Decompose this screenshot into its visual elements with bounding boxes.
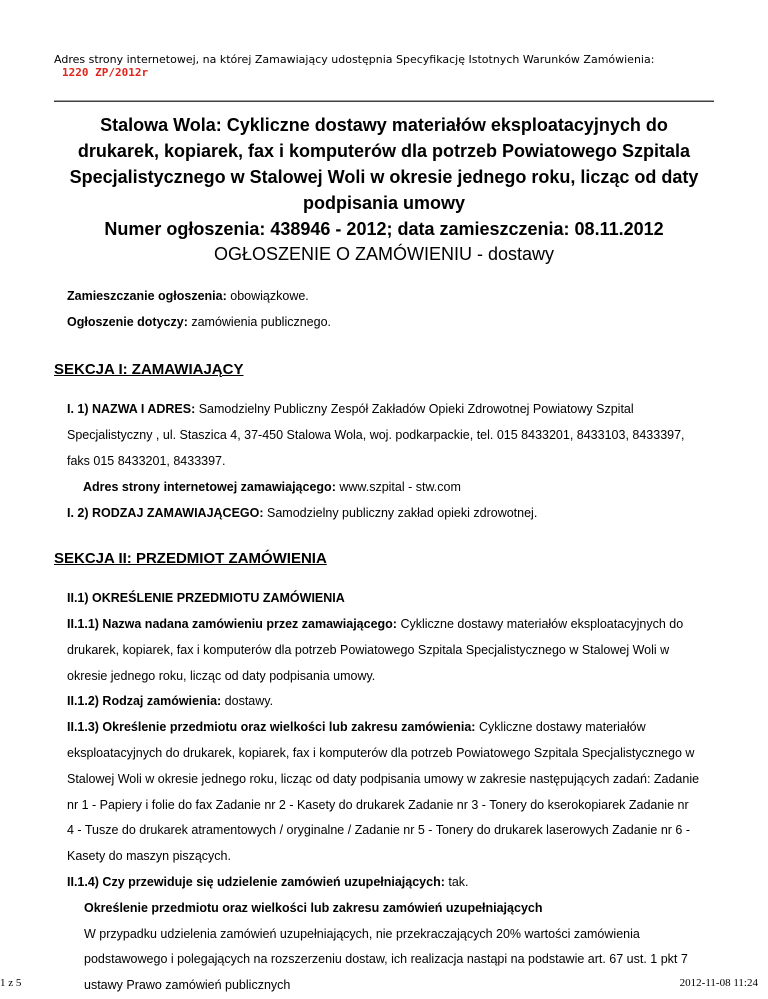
print-timestamp: 2012-11-08 11:24 (679, 977, 758, 989)
field-value: Samodzielny Publiczny Zespół Zakładów Opieki Zdrowotnej Powiatowy Szpital (195, 402, 634, 417)
scope-row (67, 715, 717, 741)
title-line: drukarek, kopiarek, fax i komputerów dla potrzeb Powiatowego Szpitala (77, 141, 691, 161)
text-line: drukarek, kopiarek, fax i komputerów dla potrzeb Powiatowego Szpitala Specjalistycznego w Stalowej Woli w (67, 642, 670, 657)
reference-number: 1220 ZP/2012r (62, 66, 149, 79)
field-value: Cykliczne dostawy materiałów (475, 720, 646, 735)
field-label: II.1.4) Czy przewiduje się udzielenie zamówień uzupełniających: (67, 874, 445, 889)
field-label: I. 2) RODZAJ ZAMAWIAJĄCEGO: (67, 505, 264, 520)
order-kind-row (67, 689, 717, 715)
notice-content (54, 284, 717, 999)
website-value: www.szpital - stw.com (335, 479, 461, 494)
title-line: podpisania umowy (302, 193, 466, 213)
announcement-title (54, 112, 714, 216)
text-line: Stalowej Woli w okresie jednego roku, licząc od daty podpisania umowy w zakresie następujących zadań: Zadanie (67, 771, 700, 786)
text-line: 4 - Tusze do drukarek atramentowych / oryginalne / Zadanie nr 5 - Tonery do drukarek laserowych Zadanie nr 6 - (67, 823, 690, 838)
field-value: dostawy. (221, 694, 274, 709)
notice-type: OGŁOSZENIE O ZAMÓWIENIU - dostawy (213, 244, 555, 264)
concerns-row (67, 310, 717, 336)
notice-number: Numer ogłoszenia: 438946 - 2012; data zamieszczenia: 08.11.2012 (104, 219, 664, 239)
field-label: Adres strony internetowej zamawiającego: (83, 479, 336, 494)
address-line: Specjalistyczny , ul. Staszica 4, 37-450 Stalowa Wola, woj. podkarpackie, tel. 015 8433201, 8433103, 8433397, (67, 428, 685, 443)
text-line: podstawowego i polegających na rozszerzeniu dostaw, ich realizacja nastąpi na podstawie art. 67 ust. 1 pkt 7 (84, 952, 688, 967)
text-line: Kasety do maszyn piszących. (67, 849, 231, 864)
horizontal-rule (54, 100, 714, 102)
placement-row (67, 284, 717, 310)
title-line: Specjalistycznego w Stalowej Woli w okresie jednego roku, licząc od daty (69, 167, 699, 187)
field-label: II.1.1) Nazwa nadana zamówieniu przez zamawiającego: (67, 616, 397, 631)
field-value: tak. (444, 874, 469, 889)
address-line: faks 015 8433201, 8433397. (67, 453, 226, 468)
field-value: Samodzielny publiczny zakład opieki zdrowotnej. (263, 505, 538, 520)
field-value: zamówienia publicznego. (187, 314, 331, 329)
field-label: Zamieszczanie ogłoszenia: (67, 289, 227, 303)
section-1-heading: SEKCJA I: ZAMAWIAJĄCY (54, 360, 244, 378)
text-line: eksploatacyjnych do drukarek, kopiarek, fax i komputerów dla potrzeb Powiatowego Szpitala Specjalistycznego w (67, 745, 695, 760)
order-name-row (67, 612, 717, 638)
supplementary-row (67, 870, 717, 896)
text-line: ustawy Prawo zamówień publicznych (84, 978, 291, 993)
contracting-authority-name (67, 397, 717, 423)
field-label: I. 1) NAZWA I ADRES: (67, 402, 196, 417)
field-value: obowiązkowe. (226, 289, 309, 303)
text-line: W przypadku udzielenia zamówień uzupełniających, nie przekraczających 20% wartości zamówienia (84, 926, 640, 941)
title-line: Stalowa Wola: Cykliczne dostawy materiałów eksploatacyjnych do (100, 115, 668, 135)
page-number: 1 z 5 (0, 977, 22, 989)
field-label: II.1.2) Rodzaj zamówienia: (67, 694, 222, 709)
section-2-heading: SEKCJA II: PRZEDMIOT ZAMÓWIENIA (54, 550, 327, 568)
supplementary-heading: Określenie przedmiotu oraz wielkości lub zakresu zamówień uzupełniających (84, 900, 543, 915)
text-line: nr 1 - Papiery i folie do fax Zadanie nr 2 - Kasety do drukarek Zadanie nr 3 - Tonery do kserokopiarek Zadanie nr (67, 797, 689, 812)
siwz-url-note: Adres strony internetowej, na której Zamawiający udostępnia Specyfikację Istotnych Warunków Zamówienia: (54, 53, 655, 66)
text-line: okresie jednego roku, licząc od daty podpisania umowy. (67, 668, 376, 683)
website-row (67, 475, 717, 501)
authority-type-row (67, 501, 717, 527)
subsection-heading: II.1) OKREŚLENIE PRZEDMIOTU ZAMÓWIENIA (67, 591, 345, 606)
title-block (54, 112, 714, 266)
field-label: II.1.3) Określenie przedmiotu oraz wielkości lub zakresu zamówienia: (67, 720, 476, 735)
field-value: Cykliczne dostawy materiałów eksploatacyjnych do (396, 616, 684, 631)
field-label: Ogłoszenie dotyczy: (67, 314, 188, 329)
